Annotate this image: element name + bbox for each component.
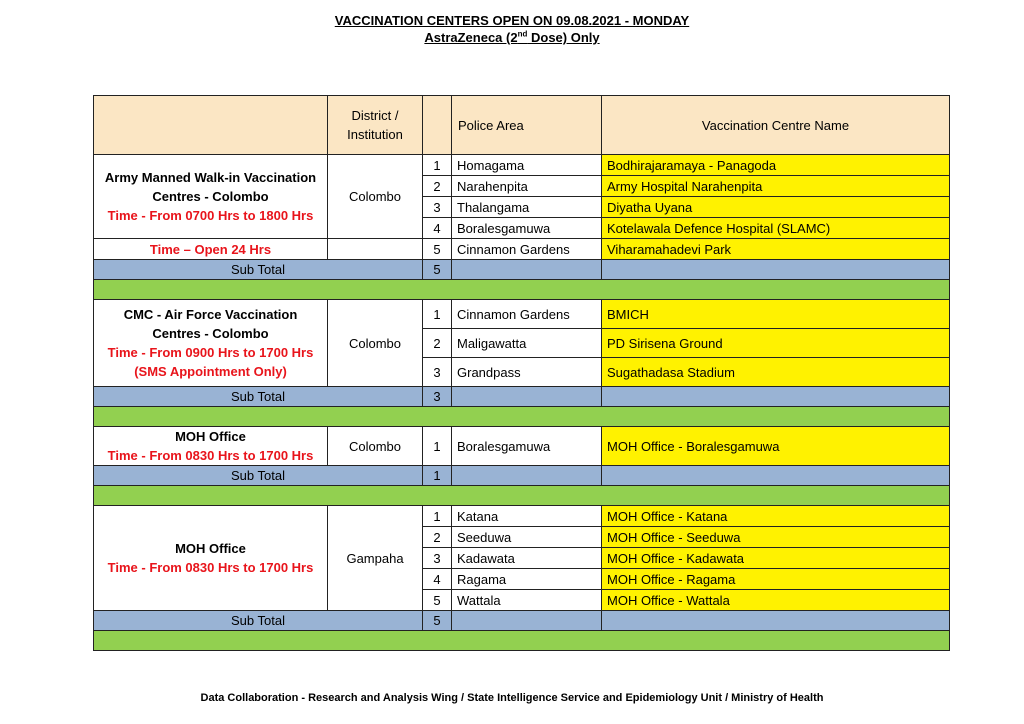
row-number: 1 — [423, 300, 452, 329]
group-3-institution — [94, 427, 328, 466]
header-institution-cell — [94, 96, 328, 155]
group-2-name: CMC - Air Force Vaccination Centres - Colombo — [123, 307, 298, 341]
centre-name: MOH Office - Kadawata — [602, 548, 950, 569]
row-number: 3 — [423, 358, 452, 387]
row-number: 5 — [423, 239, 452, 260]
group-1-institution — [94, 155, 328, 239]
table-header-row — [94, 96, 950, 155]
row-number: 5 — [423, 590, 452, 611]
table-row — [94, 427, 950, 466]
centre-name: MOH Office - Katana — [602, 506, 950, 527]
footer-credit: Data Collaboration - Research and Analysis Wing / State Intelligence Service and Epidemiology Unit / Ministry of Health — [200, 692, 824, 704]
centre-name: MOH Office - Boralesgamuwa — [602, 427, 950, 466]
subtotal-empty — [452, 260, 602, 280]
group-4-time: Time - From 0830 Hrs to 1700 Hrs — [107, 560, 314, 575]
centre-name: MOH Office - Ragama — [602, 569, 950, 590]
group-3-name: MOH Office — [175, 429, 246, 444]
group-4-institution — [94, 506, 328, 611]
table-row — [94, 506, 950, 527]
row-number: 1 — [423, 155, 452, 176]
vaccination-centres-table — [93, 95, 950, 651]
police-area: Cinnamon Gardens — [452, 300, 602, 329]
group-3-district: Colombo — [328, 427, 423, 466]
police-area: Grandpass — [452, 358, 602, 387]
centre-name: MOH Office - Seeduwa — [602, 527, 950, 548]
subtotal-empty — [452, 387, 602, 407]
table-row — [94, 300, 950, 329]
group-2-institution — [94, 300, 328, 387]
subtotal-empty — [602, 466, 950, 486]
centre-name: BMICH — [602, 300, 950, 329]
subtotal-label: Sub Total — [94, 611, 423, 631]
row-number: 3 — [423, 548, 452, 569]
subtotal-row — [94, 611, 950, 631]
group-1-extra-time-cell — [94, 239, 328, 260]
separator-cell — [94, 486, 950, 506]
separator-cell — [94, 631, 950, 651]
subtotal-label: Sub Total — [94, 260, 423, 280]
centre-name: Viharamahadevi Park — [602, 239, 950, 260]
centre-name: Kotelawala Defence Hospital (SLAMC) — [602, 218, 950, 239]
centre-name: Sugathadasa Stadium — [602, 358, 950, 387]
police-area: Seeduwa — [452, 527, 602, 548]
police-area: Boralesgamuwa — [452, 427, 602, 466]
police-area: Cinnamon Gardens — [452, 239, 602, 260]
subtotal-row — [94, 387, 950, 407]
centre-name: Diyatha Uyana — [602, 197, 950, 218]
title-line-2-post: Dose) Only — [527, 30, 600, 45]
police-area: Wattala — [452, 590, 602, 611]
group-1-district: Colombo — [328, 155, 423, 239]
subtotal-value: 5 — [423, 260, 452, 280]
police-area: Kadawata — [452, 548, 602, 569]
row-number: 2 — [423, 176, 452, 197]
centre-name: Bodhirajaramaya - Panagoda — [602, 155, 950, 176]
separator-row — [94, 631, 950, 651]
police-area: Boralesgamuwa — [452, 218, 602, 239]
document-title — [0, 12, 1024, 46]
header-number-cell — [423, 96, 452, 155]
subtotal-empty — [602, 260, 950, 280]
subtotal-value: 3 — [423, 387, 452, 407]
title-line-2-pre: AstraZeneca (2 — [424, 30, 518, 45]
separator-cell — [94, 407, 950, 427]
police-area: Narahenpita — [452, 176, 602, 197]
subtotal-row — [94, 260, 950, 280]
subtotal-value: 1 — [423, 466, 452, 486]
group-4-name: MOH Office — [175, 541, 246, 556]
row-number: 3 — [423, 197, 452, 218]
row-number: 1 — [423, 506, 452, 527]
police-area: Ragama — [452, 569, 602, 590]
group-3-time: Time - From 0830 Hrs to 1700 Hrs — [107, 448, 314, 463]
separator-row — [94, 486, 950, 506]
subtotal-empty — [452, 611, 602, 631]
row-number: 4 — [423, 569, 452, 590]
header-centre-name: Vaccination Centre Name — [602, 96, 950, 155]
title-line-1: VACCINATION CENTERS OPEN ON 09.08.2021 - MONDAY — [334, 13, 690, 28]
subtotal-label: Sub Total — [94, 387, 423, 407]
table-row — [94, 155, 950, 176]
subtotal-empty — [602, 611, 950, 631]
subtotal-empty — [602, 387, 950, 407]
centre-name: MOH Office - Wattala — [602, 590, 950, 611]
subtotal-row — [94, 466, 950, 486]
subtotal-label: Sub Total — [94, 466, 423, 486]
centre-name: PD Sirisena Ground — [602, 329, 950, 358]
subtotal-value: 5 — [423, 611, 452, 631]
police-area: Katana — [452, 506, 602, 527]
separator-cell — [94, 280, 950, 300]
header-police-area: Police Area — [452, 96, 602, 155]
header-district: District / Institution — [328, 96, 423, 155]
row-number: 2 — [423, 527, 452, 548]
separator-row — [94, 280, 950, 300]
police-area: Thalangama — [452, 197, 602, 218]
group-1-name: Army Manned Walk-in Vaccination Centres - Colombo — [104, 170, 317, 204]
row-number: 4 — [423, 218, 452, 239]
subtotal-empty — [452, 466, 602, 486]
centre-name: Army Hospital Narahenpita — [602, 176, 950, 197]
table-row — [94, 239, 950, 260]
title-line-2 — [0, 29, 1024, 46]
title-line-2-sup: nd — [517, 29, 528, 39]
group-1-time: Time - From 0700 Hrs to 1800 Hrs — [107, 208, 314, 223]
separator-row — [94, 407, 950, 427]
group-4-district: Gampaha — [328, 506, 423, 611]
group-2-time: Time - From 0900 Hrs to 1700 Hrs — [107, 345, 314, 360]
police-area: Maligawatta — [452, 329, 602, 358]
group-2-note: (SMS Appointment Only) — [134, 364, 287, 379]
police-area: Homagama — [452, 155, 602, 176]
group-1-extra-time: Time – Open 24 Hrs — [149, 241, 272, 257]
row-number: 2 — [423, 329, 452, 358]
row-number: 1 — [423, 427, 452, 466]
group-1-extra-district — [328, 239, 423, 260]
group-2-district: Colombo — [328, 300, 423, 387]
